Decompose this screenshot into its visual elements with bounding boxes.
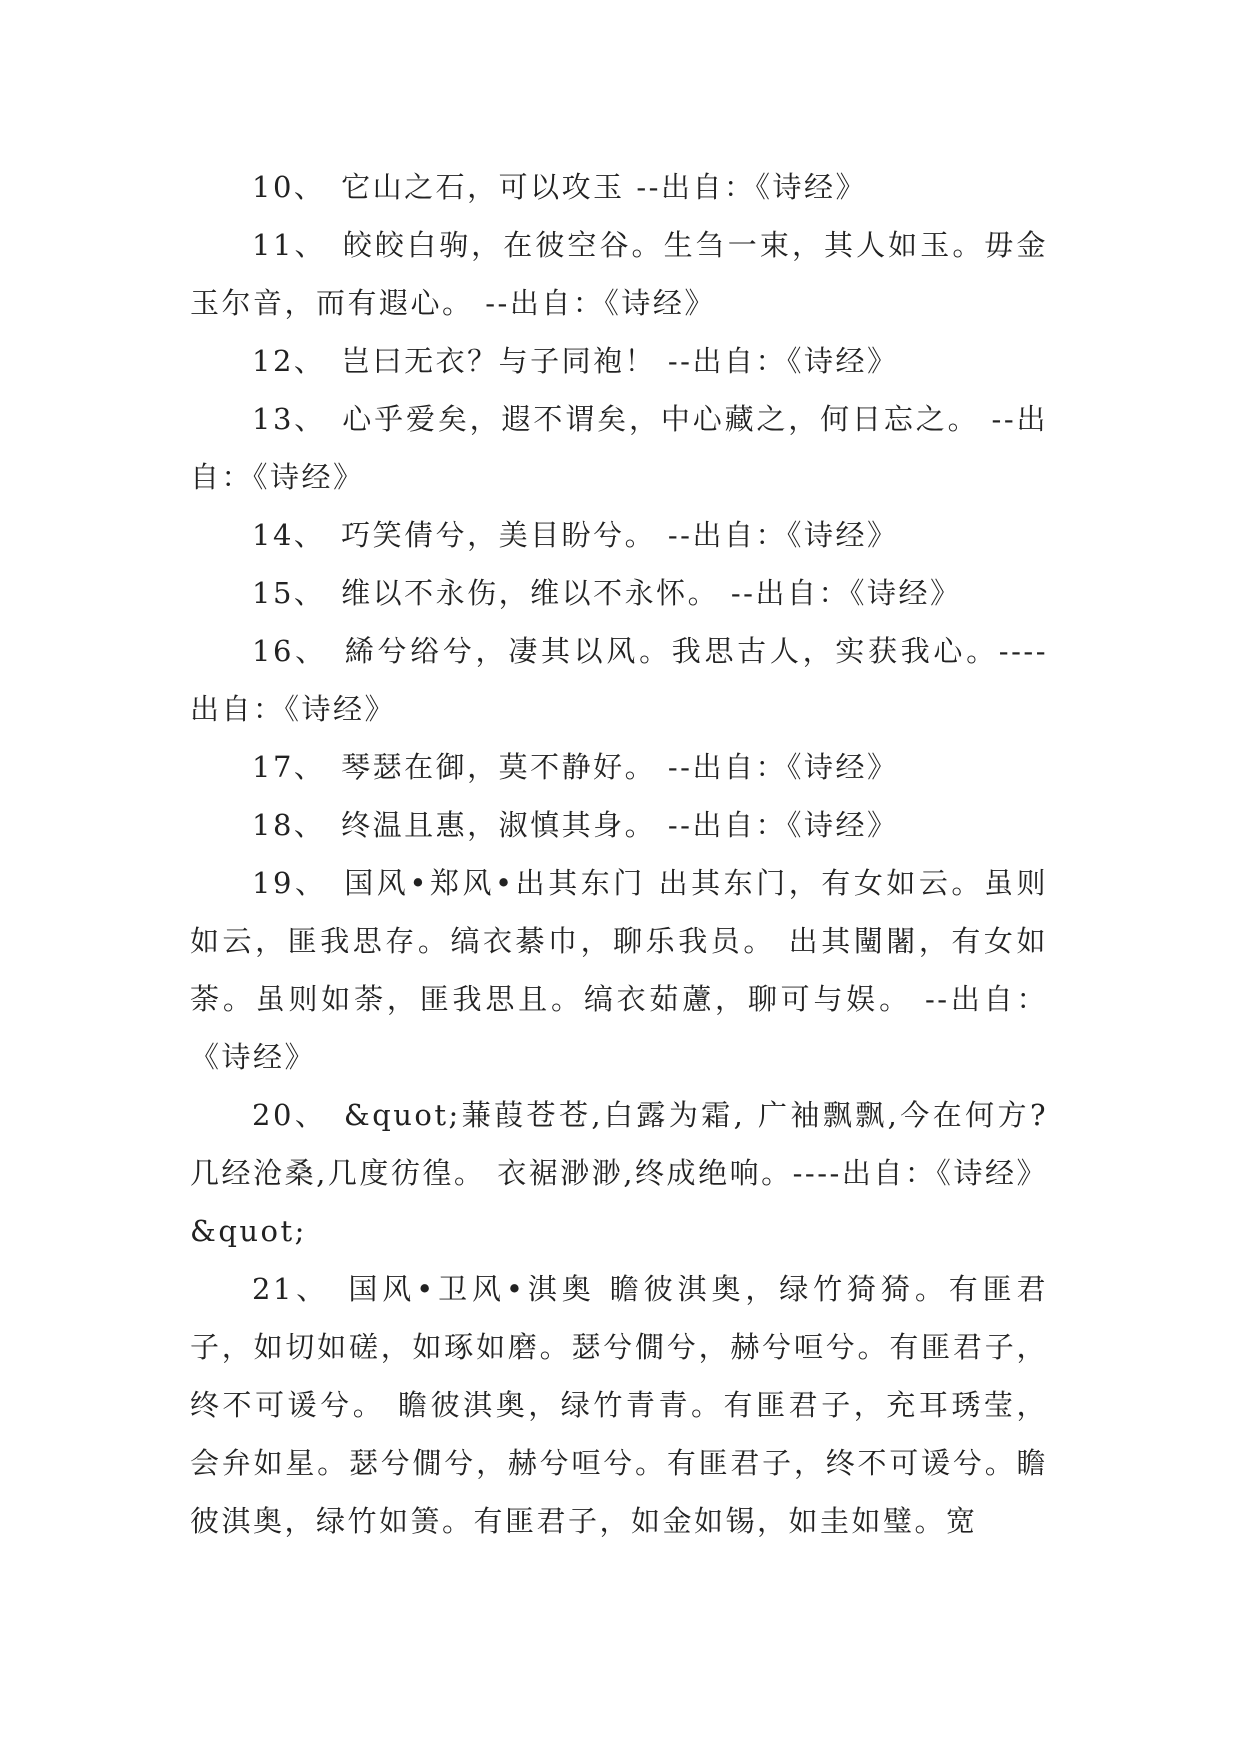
entry-number: 13、 bbox=[252, 402, 327, 436]
entry-14 bbox=[190, 506, 1048, 564]
entry-text: &quot;蒹葭苍苍,白露为霜, 广袖飘飘,今在何方?几经沧桑,几度彷徨。 衣裾渺渺,终成绝响。----出自：《诗经》&quot; bbox=[190, 1098, 1048, 1248]
entry-20 bbox=[190, 1086, 1048, 1260]
entry-15 bbox=[190, 564, 1048, 622]
entry-10 bbox=[190, 158, 1048, 216]
entry-21 bbox=[190, 1260, 1048, 1550]
entry-number: 12、 bbox=[252, 344, 326, 378]
document-page bbox=[190, 158, 1048, 1550]
entry-text: 它山之石，可以攻玉 --出自：《诗经》 bbox=[341, 170, 867, 204]
entry-11 bbox=[190, 216, 1048, 332]
entry-text: 国风•卫风•淇奥 瞻彼淇奥，绿竹猗猗。有匪君子，如切如磋，如琢如磨。瑟兮僩兮，赫兮咺兮。有匪君子，终不可谖兮。 瞻彼淇奥，绿竹青青。有匪君子，充耳琇莹，会弁如星。瑟兮僩兮，赫兮咺兮。有匪君子，终不可谖兮。瞻彼淇奥，绿竹如箦。有匪君子，如金如锡，如圭如璧。宽 bbox=[190, 1272, 1049, 1538]
entry-number: 10、 bbox=[252, 170, 326, 204]
entry-number: 15、 bbox=[252, 576, 326, 610]
entry-number: 14、 bbox=[252, 518, 326, 552]
entry-text: 絺兮绤兮，凄其以风。我思古人，实获我心。----出自：《诗经》 bbox=[190, 634, 1048, 726]
entry-19 bbox=[190, 854, 1048, 1086]
entry-number: 20、 bbox=[252, 1098, 328, 1132]
entry-16 bbox=[190, 622, 1048, 738]
entry-13 bbox=[190, 390, 1048, 506]
entry-number: 16、 bbox=[252, 634, 328, 668]
entry-text: 国风•郑风•出其东门 出其东门，有女如云。虽则如云，匪我思存。缟衣綦巾，聊乐我员。 出其闉闍，有女如荼。虽则如荼，匪我思且。缟衣茹藘，聊可与娱。 --出自：《诗经》 bbox=[190, 866, 1049, 1074]
entry-18 bbox=[190, 796, 1048, 854]
entry-12 bbox=[190, 332, 1048, 390]
entry-number: 19、 bbox=[252, 866, 328, 900]
entry-number: 11、 bbox=[252, 228, 327, 262]
entry-text: 皎皎白驹，在彼空谷。生刍一束，其人如玉。毋金玉尔音，而有遐心。 --出自：《诗经》 bbox=[190, 228, 1048, 320]
entry-text: 巧笑倩兮，美目盼兮。 --出自：《诗经》 bbox=[341, 518, 899, 552]
entry-text: 琴瑟在御，莫不静好。 --出自：《诗经》 bbox=[341, 750, 899, 784]
entry-text: 心乎爱矣，遐不谓矣，中心藏之，何日忘之。 --出自：《诗经》 bbox=[190, 402, 1049, 494]
entry-number: 18、 bbox=[252, 808, 326, 842]
entry-number: 21、 bbox=[252, 1272, 331, 1306]
entry-text: 岂曰无衣？与子同袍！ --出自：《诗经》 bbox=[341, 344, 899, 378]
entry-17 bbox=[190, 738, 1048, 796]
entry-text: 终温且惠，淑慎其身。 --出自：《诗经》 bbox=[341, 808, 899, 842]
entry-text: 维以不永伤，维以不永怀。 --出自：《诗经》 bbox=[341, 576, 962, 610]
entry-number: 17、 bbox=[252, 750, 326, 784]
